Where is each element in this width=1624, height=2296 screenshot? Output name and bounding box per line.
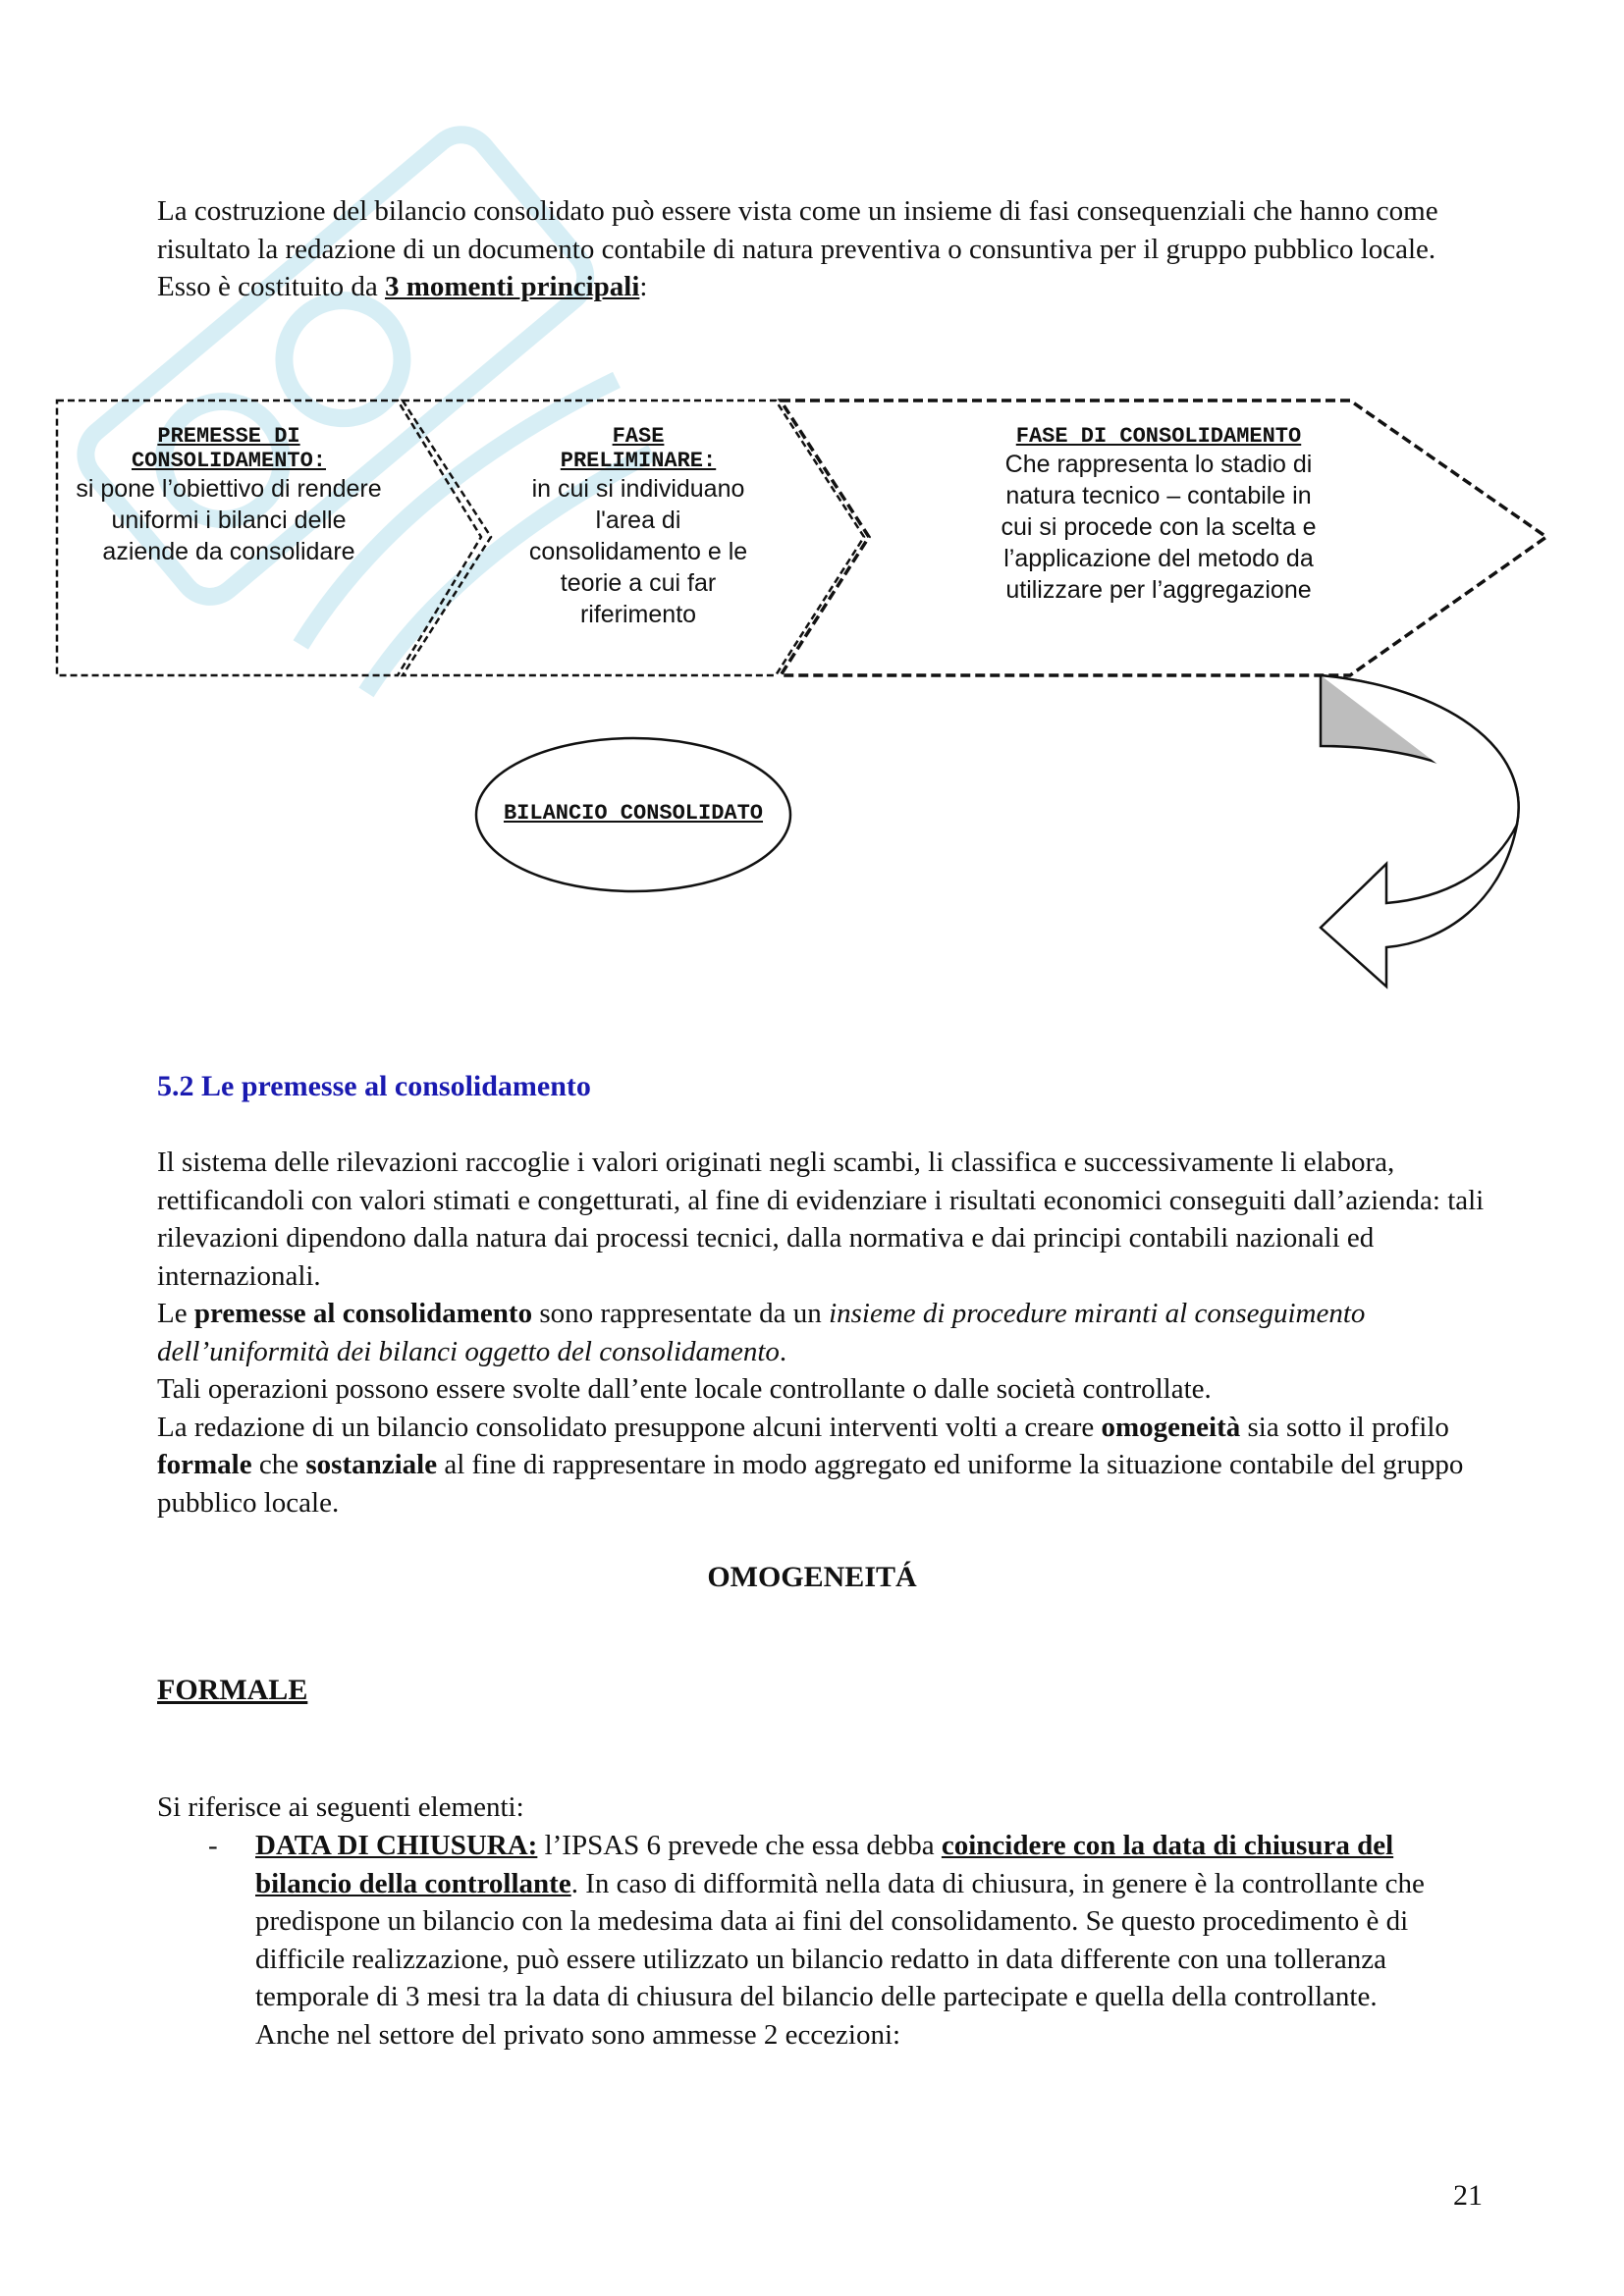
bullet-t3: . In caso di difformità nella data di chiusura, in genere è la controllante che predispone un bilancio con la medesima data ai fini del consolidamento. Se questo procedimento è di difficile realizzazione, può essere utilizzato un bilancio redatto in data differente con una tolleranza temporale di 3 mesi tra la data di chiusura del bilancio delle partecipate e quella della controllante.	[255, 1867, 1425, 2012]
paragraph-1: Il sistema delle rilevazioni raccoglie i valori originati negli scambi, li classifica e successivamente li elabora, rettificandoli con valori stimati e congetturati, al fine di evidenziare i risultati economici conseguiti dall’azienda: tali rilevazioni dipendono dalla natura dai processi tecnici, dalla normativa e dai principi contabili nazionali ed internazionali.	[157, 1147, 1485, 1292]
list-item	[157, 1827, 1492, 2054]
ellipse-label: BILANCIO CONSOLIDATO	[503, 801, 764, 826]
box3-line: cui si procede con la scelta e	[1001, 513, 1317, 541]
box2	[491, 424, 785, 630]
box3-line: Che rappresenta lo stadio di	[1004, 451, 1313, 478]
formale-title: FORMALE	[157, 1674, 308, 1706]
intro-emphasis: 3 momenti principali	[384, 271, 640, 302]
list-item-body	[255, 1827, 1492, 2054]
p4-c: sia sotto il profilo	[1240, 1411, 1449, 1443]
intro-paragraph	[157, 192, 1492, 306]
paragraph-2	[157, 1295, 1492, 1370]
paragraph-4	[157, 1409, 1492, 1522]
p2-a: Le	[157, 1298, 194, 1329]
box2-line: riferimento	[579, 601, 697, 628]
paragraph-3: Tali operazioni possono essere svolte dall’ente locale controllante o dalle società controllate.	[157, 1373, 1212, 1405]
p4-b: omogeneità	[1101, 1411, 1241, 1443]
box2-line: l'area di	[595, 507, 681, 534]
box3-title: FASE DI CONSOLIDAMENTO	[1015, 424, 1302, 449]
box3	[943, 424, 1375, 606]
box2-title-2: PRELIMINARE:	[560, 449, 717, 473]
page-number: 21	[1453, 2179, 1483, 2212]
p2-b: premesse al consolidamento	[193, 1298, 533, 1329]
p4-e: che	[251, 1449, 306, 1480]
p4-a: La redazione di un bilancio consolidato presuppone alcuni interventi volti a creare	[157, 1411, 1102, 1443]
bullet-t2: coincidere con la data di chiusura del bilancio della controllante	[255, 1830, 1394, 1899]
box3-line: l’applicazione del metodo da	[1003, 545, 1314, 572]
box1-line: si pone l’obiettivo di rendere	[76, 475, 382, 503]
p2-c: sono rappresentate da un	[532, 1298, 830, 1329]
box1-line: aziende da consolidare	[102, 538, 355, 565]
box1-title-2: CONSOLIDAMENTO:	[131, 449, 327, 473]
p4-f: sostanziale	[305, 1449, 438, 1480]
bullet-dash: -	[208, 1830, 218, 1861]
consolidation-diagram	[0, 373, 1624, 1021]
curved-arrow-icon	[1321, 675, 1519, 987]
box3-line: utilizzare per l’aggregazione	[1005, 576, 1312, 604]
intro-text: La costruzione del bilancio consolidato può essere vista come un insieme di fasi consequenziali che hanno come risultato la redazione di un documento contabile di natura preventiva o consuntiva per il gruppo pubblico locale. Esso è costituito da	[157, 195, 1438, 302]
refers-line: Si riferisce ai seguenti elementi:	[157, 1791, 524, 1823]
box2-title-1: FASE	[612, 424, 665, 449]
box1	[57, 424, 401, 567]
box3-line: natura tecnico – contabile in	[1005, 482, 1312, 509]
box2-line: consolidamento e le	[528, 538, 748, 565]
p2-d: insieme di procedure miranti al conseguimento dell’uniformità dei bilanci oggetto del consolidamento	[157, 1298, 1366, 1367]
bullet-t4: Anche nel settore del privato sono ammesse 2 eccezioni:	[255, 2018, 901, 2051]
intro-end: :	[639, 271, 648, 302]
bullet-t1: l’IPSAS 6 prevede che essa debba	[537, 1830, 942, 1861]
section-body	[157, 1144, 1492, 1522]
box1-title-1: PREMESSE DI	[157, 424, 300, 449]
box2-line: teorie a cui far	[560, 569, 717, 597]
box2-line: in cui si individuano	[531, 475, 745, 503]
p4-g: al fine di rappresentare in modo aggregato ed uniforme la situazione contabile del gruppo pubblico locale.	[157, 1449, 1464, 1519]
box1-line: uniformi i bilanci delle	[111, 507, 347, 534]
p4-d: formale	[157, 1449, 252, 1480]
omogeneita-title: OMOGENEITÁ	[707, 1561, 917, 1593]
p2-e: .	[779, 1335, 787, 1367]
section-heading: 5.2 Le premesse al consolidamento	[157, 1070, 591, 1102]
bullet-label: DATA DI CHIUSURA:	[255, 1830, 538, 1861]
